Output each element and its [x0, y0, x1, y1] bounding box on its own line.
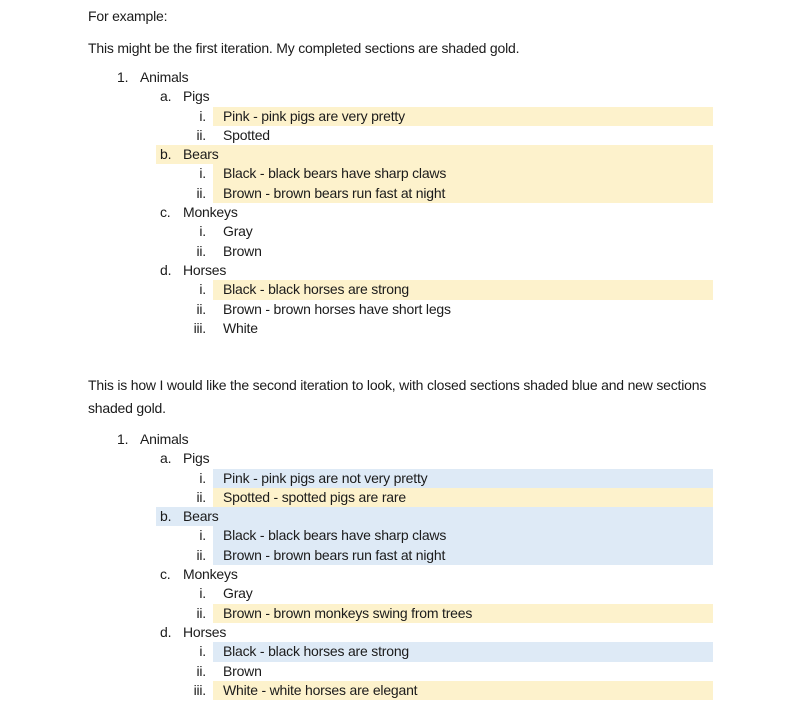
second-iteration-caption-line1: This is how I would like the second iteration to look, with closed sections shaded blue and new sections	[88, 377, 707, 393]
list-marker: c.	[160, 566, 171, 583]
list-item-text: Horses	[183, 261, 227, 278]
second-iteration-list	[0, 430, 795, 700]
list-marker: ii.	[196, 126, 206, 143]
list-item	[0, 546, 795, 565]
list-marker: ii.	[196, 242, 206, 259]
list-item-text: White - white horses are elegant	[223, 681, 418, 698]
list-item-text: Brown - brown monkeys swing from trees	[223, 604, 473, 621]
list-item	[0, 107, 795, 126]
list-item	[0, 488, 795, 507]
list-marker: a.	[160, 88, 172, 105]
list-marker: i.	[199, 281, 206, 298]
second-iteration-caption-line2: shaded gold.	[88, 400, 166, 416]
list-item-text: Animals	[140, 69, 189, 85]
list-item-text: Monkeys	[183, 204, 238, 221]
list-item	[0, 87, 795, 106]
list-marker: d.	[160, 261, 172, 278]
list-item	[0, 526, 795, 545]
list-marker: ii.	[196, 546, 206, 563]
list-marker: 1.	[117, 431, 129, 447]
list-item	[0, 430, 795, 449]
list-item-text: Brown - brown horses have short legs	[223, 300, 451, 317]
list-item-text: Black - black horses are strong	[223, 281, 409, 298]
list-item	[0, 300, 795, 319]
intro-text: For example:	[88, 8, 168, 24]
list-marker: c.	[160, 204, 171, 221]
list-item	[0, 604, 795, 623]
list-item	[0, 565, 795, 584]
list-item-text: Monkeys	[183, 566, 238, 583]
list-item-text: Bears	[183, 146, 219, 163]
list-item-text: Black - black bears have sharp claws	[223, 527, 447, 544]
list-item	[0, 126, 795, 145]
list-marker: d.	[160, 623, 172, 640]
list-item	[0, 507, 795, 526]
list-item-text: Gray	[223, 223, 253, 240]
list-marker: ii.	[196, 300, 206, 317]
list-item	[0, 642, 795, 661]
list-item-text: Pigs	[183, 450, 210, 467]
list-marker: i.	[199, 585, 206, 602]
list-marker: 1.	[117, 69, 129, 85]
list-item-text: Pink - pink pigs are very pretty	[223, 107, 405, 124]
list-marker: ii.	[196, 604, 206, 621]
list-item	[0, 68, 795, 87]
list-item-text: Animals	[140, 431, 189, 447]
list-marker: b.	[160, 146, 172, 163]
list-item	[0, 280, 795, 299]
list-marker: a.	[160, 450, 172, 467]
list-item	[0, 222, 795, 241]
list-item	[0, 623, 795, 642]
list-marker: i.	[199, 223, 206, 240]
list-marker: b.	[160, 508, 172, 525]
list-item-text: Spotted	[223, 126, 270, 143]
list-item-text: Bears	[183, 508, 219, 525]
list-item	[0, 469, 795, 488]
list-marker: i.	[199, 527, 206, 544]
list-item-text: Spotted - spotted pigs are rare	[223, 488, 406, 505]
list-marker: i.	[199, 165, 206, 182]
list-item-text: Black - black horses are strong	[223, 643, 409, 660]
list-item-text: Brown	[223, 662, 262, 679]
list-item-text: Gray	[223, 585, 253, 602]
list-item-text: Pink - pink pigs are not very pretty	[223, 469, 428, 486]
list-item-text: Brown - brown bears run fast at night	[223, 184, 446, 201]
list-item	[0, 261, 795, 280]
list-marker: iii.	[193, 681, 206, 698]
list-item-text: White	[223, 319, 258, 336]
list-marker: ii.	[196, 488, 206, 505]
list-item-text: Brown	[223, 242, 262, 259]
list-item-text: Pigs	[183, 88, 210, 105]
list-item-text: Black - black bears have sharp claws	[223, 165, 447, 182]
list-item	[0, 242, 795, 261]
list-marker: ii.	[196, 662, 206, 679]
first-iteration-caption: This might be the first iteration. My completed sections are shaded gold.	[88, 40, 520, 56]
list-item	[0, 145, 795, 164]
list-marker: iii.	[193, 319, 206, 336]
list-marker: i.	[199, 643, 206, 660]
gold-highlight	[156, 145, 713, 164]
list-item	[0, 319, 795, 338]
list-item	[0, 449, 795, 468]
list-marker: i.	[199, 107, 206, 124]
first-iteration-list	[0, 68, 795, 338]
list-item-text: Brown - brown bears run fast at night	[223, 546, 446, 563]
list-item	[0, 164, 795, 183]
list-marker: i.	[199, 469, 206, 486]
blue-highlight	[156, 507, 713, 526]
list-item-text: Horses	[183, 623, 227, 640]
list-item	[0, 584, 795, 603]
list-item	[0, 184, 795, 203]
list-marker: ii.	[196, 184, 206, 201]
list-item	[0, 681, 795, 700]
list-item	[0, 203, 795, 222]
list-item	[0, 662, 795, 681]
